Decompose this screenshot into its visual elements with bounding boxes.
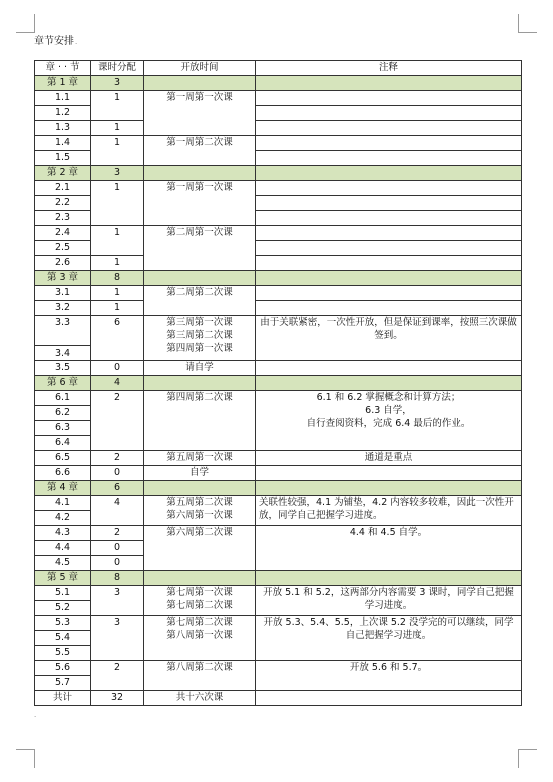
section-number: 1.5 xyxy=(35,151,91,166)
section-hours: 2 xyxy=(91,391,144,451)
table-row xyxy=(35,466,522,481)
section-hours: 4 xyxy=(91,496,144,526)
time-line: 第六周第一次课 xyxy=(166,510,233,522)
table-row xyxy=(35,496,522,511)
cell xyxy=(256,76,522,91)
note: 4.4 和 4.5 自学。 xyxy=(256,526,522,571)
note-line: 6.3 自学， xyxy=(365,405,412,417)
section-number: 5.3 xyxy=(35,616,91,631)
open-time: 第四周第二次课 xyxy=(144,391,256,451)
chapter-row xyxy=(35,571,522,586)
page-title: 章节安排. xyxy=(34,36,78,47)
note: 关联性较强，4.1 为铺垫，4.2 内容较多较难，因此一次性开放，同学自己把握学习进度。 xyxy=(256,496,522,526)
section-hours: 0 xyxy=(91,361,144,376)
corner-mark-bottom-left xyxy=(16,749,35,768)
corner-mark-bottom-right xyxy=(518,749,537,768)
section-number: 1.1 xyxy=(35,91,91,106)
time-line: 第七周第二次课 xyxy=(166,600,233,612)
section-number: 2.1 xyxy=(35,181,91,196)
chapter-name: 第 5 章 xyxy=(35,571,91,586)
note: 通道是重点 xyxy=(256,451,522,466)
section-hours: 3 xyxy=(91,616,144,661)
time-line: 第七周第二次课 xyxy=(166,617,233,628)
schedule-table xyxy=(34,60,522,706)
chapter-name: 第 3 章 xyxy=(35,271,91,286)
cell xyxy=(256,481,522,496)
table-row xyxy=(35,256,522,271)
cell xyxy=(256,376,522,391)
chapter-row xyxy=(35,481,522,496)
section-hours: 1 xyxy=(91,121,144,136)
section-number: 6.2 xyxy=(35,406,91,421)
total-row xyxy=(35,691,522,706)
section-hours: 6 xyxy=(91,316,144,361)
section-hours: 1 xyxy=(91,301,144,316)
note xyxy=(256,121,522,136)
section-number: 4.4 xyxy=(35,541,91,556)
section-number: 2.4 xyxy=(35,226,91,241)
open-time xyxy=(144,586,256,616)
section-number: 5.1 xyxy=(35,586,91,601)
section-number: 3.2 xyxy=(35,301,91,316)
note xyxy=(256,91,522,106)
section-hours: 0 xyxy=(91,556,144,571)
section-number: 2.5 xyxy=(35,241,91,256)
open-time: 第一周第一次课 xyxy=(144,181,256,226)
table-row xyxy=(35,361,522,376)
open-time: 第六周第二次课 xyxy=(144,526,256,571)
table-row xyxy=(35,661,522,676)
table-row xyxy=(35,526,522,541)
table-row xyxy=(35,136,522,151)
note xyxy=(256,286,522,301)
section-hours: 1 xyxy=(91,91,144,121)
section-number: 5.5 xyxy=(35,646,91,661)
note xyxy=(256,226,522,241)
chapter-row xyxy=(35,376,522,391)
section-number: 6.5 xyxy=(35,451,91,466)
note: 开放 5.1 和 5.2，这两部分内容需要 3 课时，同学自己把握学习进度。 xyxy=(256,586,522,616)
table-row xyxy=(35,586,522,601)
table-row xyxy=(35,301,522,316)
section-number: 4.5 xyxy=(35,556,91,571)
note-line: 自行查阅资料，完成 6.4 最后的作业。 xyxy=(306,418,471,430)
section-number: 1.4 xyxy=(35,136,91,151)
note xyxy=(256,361,522,376)
cell xyxy=(256,166,522,181)
section-hours: 0 xyxy=(91,541,144,556)
note: 由于关联紧密，一次性开放，但是保证到课率，按照三次课做签到。 xyxy=(256,316,522,361)
table-row xyxy=(35,616,522,631)
time-line: 第五周第二次课 xyxy=(166,497,233,508)
note xyxy=(256,691,522,706)
paragraph-mark: . xyxy=(75,38,78,46)
section-number: 6.3 xyxy=(35,421,91,436)
note xyxy=(256,196,522,211)
open-time xyxy=(144,496,256,526)
note-line: 6.1 和 6.2 掌握概念和计算方法； xyxy=(316,392,461,403)
cell xyxy=(144,481,256,496)
table-row xyxy=(35,181,522,196)
corner-mark-top-right xyxy=(518,14,537,33)
cell xyxy=(144,376,256,391)
cell xyxy=(144,166,256,181)
section-number: 6.1 xyxy=(35,391,91,406)
section-number: 3.3 xyxy=(35,316,91,346)
chapter-row xyxy=(35,271,522,286)
section-hours: 1 xyxy=(91,181,144,226)
note xyxy=(256,391,522,451)
note: 开放 5.3、5.4、5.5，上次课 5.2 没学完的可以继续，同学自己把握学习进度。 xyxy=(256,616,522,661)
chapter-row xyxy=(35,166,522,181)
open-time: 自学 xyxy=(144,466,256,481)
header-hours: 课时分配 xyxy=(91,61,144,76)
open-time: 请自学 xyxy=(144,361,256,376)
section-hours: 1 xyxy=(91,136,144,166)
note xyxy=(256,181,522,196)
chapter-name: 第 1 章 xyxy=(35,76,91,91)
section-hours: 1 xyxy=(91,256,144,271)
section-number: 5.2 xyxy=(35,601,91,616)
section-number: 3.5 xyxy=(35,361,91,376)
section-hours: 0 xyxy=(91,466,144,481)
cell xyxy=(144,271,256,286)
note xyxy=(256,241,522,256)
note xyxy=(256,106,522,121)
cell xyxy=(256,571,522,586)
chapter-hours: 3 xyxy=(91,166,144,181)
total-label: 共计 xyxy=(35,691,91,706)
total-lessons: 共十六次课 xyxy=(144,691,256,706)
chapter-name: 第 6 章 xyxy=(35,376,91,391)
open-time: 第二周第二次课 xyxy=(144,286,256,316)
cell xyxy=(256,271,522,286)
section-hours: 3 xyxy=(91,586,144,616)
section-number: 1.2 xyxy=(35,106,91,121)
chapter-hours: 4 xyxy=(91,376,144,391)
time-line: 第七周第一次课 xyxy=(166,587,233,598)
section-number: 1.3 xyxy=(35,121,91,136)
header-open-time: 开放时间 xyxy=(144,61,256,76)
section-number: 2.2 xyxy=(35,196,91,211)
table-row xyxy=(35,226,522,241)
section-number: 2.6 xyxy=(35,256,91,271)
total-hours: 32 xyxy=(91,691,144,706)
note xyxy=(256,211,522,226)
table-row xyxy=(35,286,522,301)
header-notes: 注释 xyxy=(256,61,522,76)
open-time xyxy=(144,316,256,361)
time-line: 第八周第一次课 xyxy=(166,630,233,642)
open-time: 第八周第二次课 xyxy=(144,661,256,691)
table-row xyxy=(35,451,522,466)
open-time xyxy=(144,616,256,661)
header-chapter: 章 · · 节 xyxy=(35,61,91,76)
section-hours: 2 xyxy=(91,451,144,466)
open-time: 第一周第一次课 xyxy=(144,91,256,136)
header-row xyxy=(35,61,522,76)
section-hours: 1 xyxy=(91,226,144,256)
section-hours: 2 xyxy=(91,526,144,541)
cell xyxy=(144,571,256,586)
note xyxy=(256,151,522,166)
time-line: 第三周第二次课 xyxy=(166,330,233,342)
table-row xyxy=(35,91,522,106)
open-time: 第一周第二次课 xyxy=(144,136,256,166)
section-number: 6.4 xyxy=(35,436,91,451)
open-time: 第五周第一次课 xyxy=(144,451,256,466)
note xyxy=(256,136,522,151)
section-number: 4.2 xyxy=(35,511,91,526)
section-number: 3.4 xyxy=(35,346,91,361)
table-row xyxy=(35,121,522,136)
chapter-row xyxy=(35,76,522,91)
note xyxy=(256,301,522,316)
section-number: 5.6 xyxy=(35,661,91,676)
trailing-paragraph-mark: . xyxy=(34,711,37,719)
note: 开放 5.6 和 5.7。 xyxy=(256,661,522,691)
section-hours: 2 xyxy=(91,661,144,691)
table-row xyxy=(35,316,522,346)
chapter-hours: 8 xyxy=(91,271,144,286)
cell xyxy=(144,76,256,91)
chapter-name: 第 4 章 xyxy=(35,481,91,496)
note xyxy=(256,466,522,481)
chapter-hours: 3 xyxy=(91,76,144,91)
time-line: 第三周第一次课 xyxy=(166,317,233,328)
section-hours: 1 xyxy=(91,286,144,301)
chapter-hours: 8 xyxy=(91,571,144,586)
section-number: 4.3 xyxy=(35,526,91,541)
section-number: 4.1 xyxy=(35,496,91,511)
corner-mark-top-left xyxy=(16,14,35,33)
chapter-hours: 6 xyxy=(91,481,144,496)
time-line: 第四周第一次课 xyxy=(166,343,233,355)
chapter-name: 第 2 章 xyxy=(35,166,91,181)
table-row xyxy=(35,391,522,406)
note xyxy=(256,256,522,271)
section-number: 2.3 xyxy=(35,211,91,226)
section-number: 5.7 xyxy=(35,676,91,691)
open-time: 第二周第一次课 xyxy=(144,226,256,271)
section-number: 5.4 xyxy=(35,631,91,646)
section-number: 3.1 xyxy=(35,286,91,301)
section-number: 6.6 xyxy=(35,466,91,481)
